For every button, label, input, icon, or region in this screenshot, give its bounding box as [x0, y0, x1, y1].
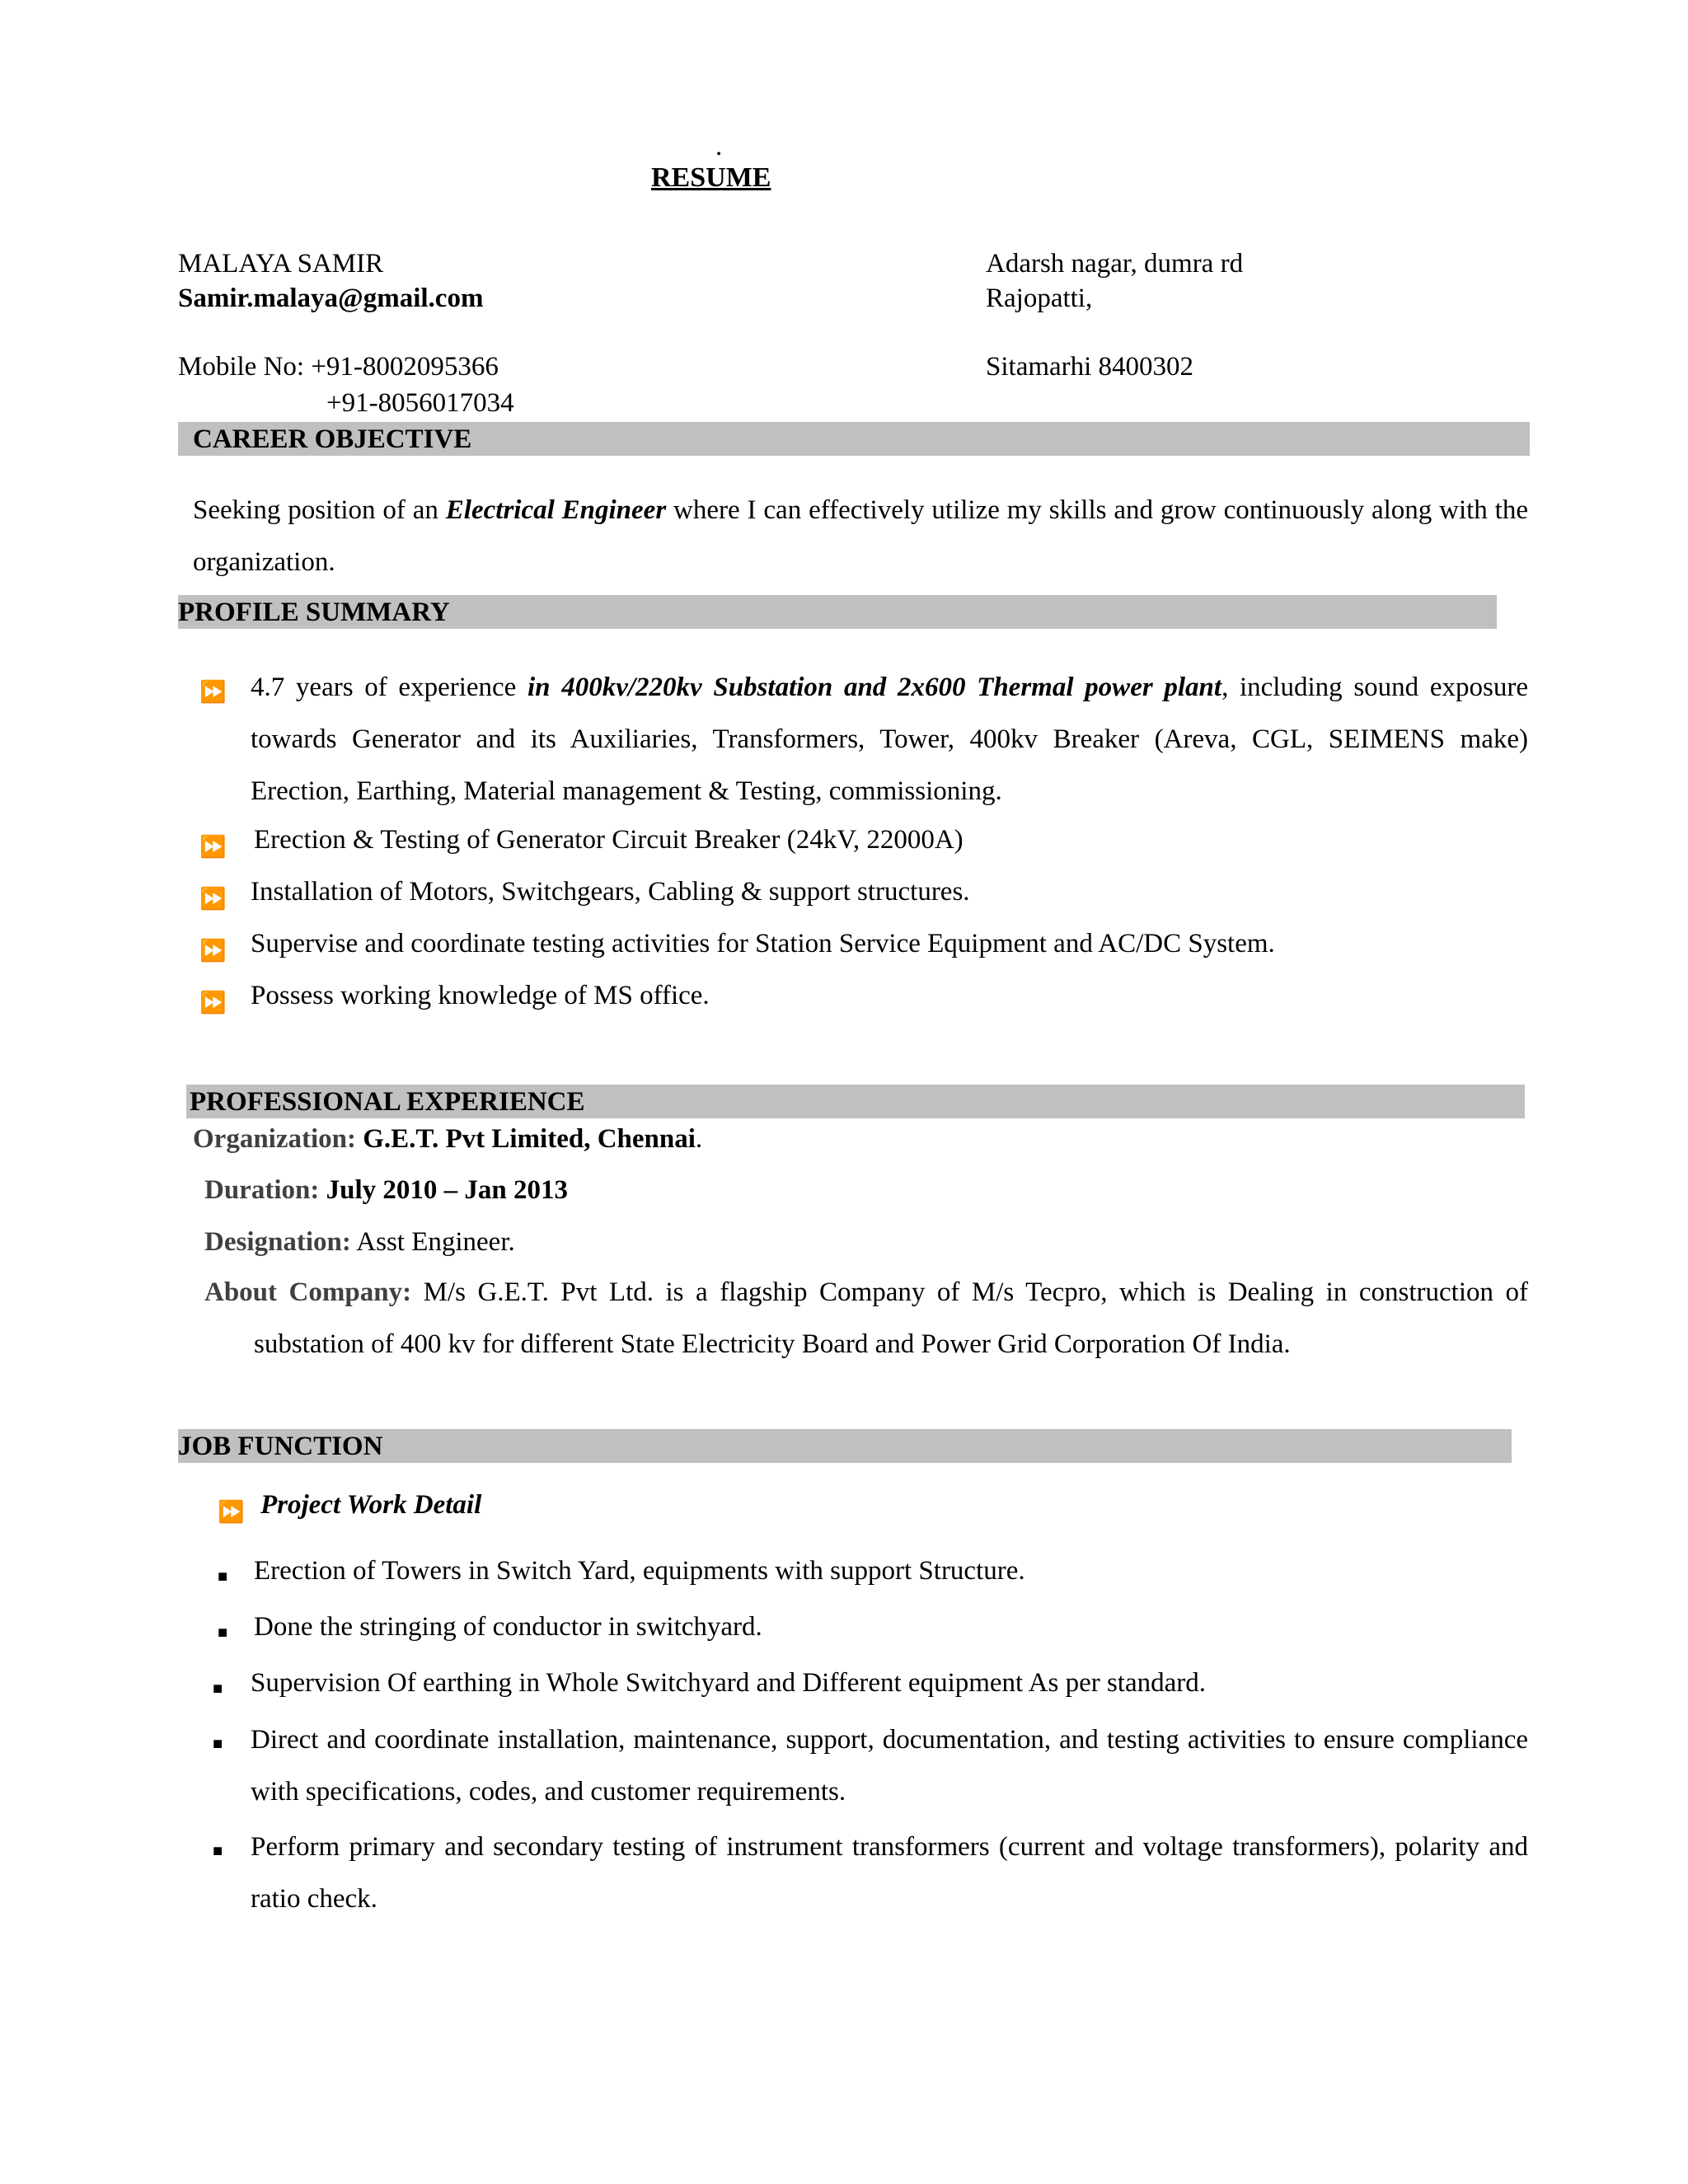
career-objective-bar	[178, 422, 1530, 456]
job-function-heading: JOB FUNCTION	[178, 1432, 383, 1461]
profile-item-2: Erection & Testing of Generator Circuit Breaker (24kV, 22000A)	[254, 825, 964, 855]
profile-item-3: Installation of Motors, Switchgears, Cabling & support structures.	[251, 877, 970, 907]
double-arrow-bullet-icon: ⏩	[199, 991, 227, 1015]
job-item-5: Perform primary and secondary testing of instrument transformers (current and voltage transformers), polarity and ratio check.	[251, 1832, 1528, 1914]
address-line-2: Rajopatti,	[986, 284, 1093, 313]
square-bullet-icon: ■	[213, 1680, 223, 1698]
double-arrow-bullet-icon: ⏩	[199, 939, 227, 963]
duration-line: Duration: July 2010 – Jan 2013	[204, 1175, 568, 1205]
double-arrow-bullet-icon: ⏩	[218, 1500, 245, 1524]
header-dot: .	[715, 132, 723, 162]
page-title: RESUME	[651, 162, 771, 193]
square-bullet-icon: ■	[218, 1624, 228, 1642]
profile-item-1: 4.7 years of experience in 400kv/220kv Substation and 2x600 Thermal power plant, including sound exposure towards Generator and its Auxiliaries, Transformers, Tower, 400kv Breaker (Areva, CGL, SEIMENS make) Erection, Earthing, Material management & Testing, commissioning.	[251, 673, 1528, 806]
profile-item-5: Possess working knowledge of MS office.	[251, 981, 710, 1010]
mobile-number-alt: +91-8056017034	[326, 388, 514, 418]
career-objective-heading: CAREER OBJECTIVE	[193, 424, 472, 454]
designation-line: Designation: Asst Engineer.	[204, 1227, 515, 1257]
job-item-3: Supervision Of earthing in Whole Switchyard and Different equipment As per standard.	[251, 1668, 1207, 1698]
address-line-1: Adarsh nagar, dumra rd	[986, 249, 1244, 279]
profile-summary-bar	[178, 595, 1497, 629]
mobile-number: Mobile No: +91-8002095366	[178, 352, 499, 382]
double-arrow-bullet-icon: ⏩	[199, 887, 227, 911]
profile-item-4: Supervise and coordinate testing activities for Station Service Equipment and AC/DC System.	[251, 929, 1275, 958]
profile-summary-heading: PROFILE SUMMARY	[178, 598, 450, 627]
email: Samir.malaya@gmail.com	[178, 284, 484, 313]
about-company-text: About Company: M/s G.E.T. Pvt Ltd. is a flagship Company of M/s Tecpro, which is Dealing in construction of substation of 400 kv for different State Electricity Board and Power Grid Corporation Of India.	[204, 1277, 1528, 1359]
career-objective-text: Seeking position of an Electrical Engineer where I can effectively utilize my skills and grow continuously along with the organization.	[193, 495, 1528, 577]
organization-line: Organization: G.E.T. Pvt Limited, Chennai.	[193, 1124, 703, 1154]
job-function-bar	[178, 1429, 1512, 1463]
square-bullet-icon: ■	[213, 1735, 223, 1753]
experience-heading: PROFESSIONAL EXPERIENCE	[190, 1087, 585, 1117]
candidate-name: MALAYA SAMIR	[178, 249, 384, 279]
job-item-2: Done the stringing of conductor in switchyard.	[254, 1612, 762, 1642]
address-line-3: Sitamarhi 8400302	[986, 352, 1194, 382]
job-item-4: Direct and coordinate installation, maintenance, support, documentation, and testing activities to ensure compliance with specifications, codes, and customer requirements.	[251, 1725, 1528, 1807]
double-arrow-bullet-icon: ⏩	[199, 680, 227, 704]
job-item-1: Erection of Towers in Switch Yard, equipments with support Structure.	[254, 1556, 1025, 1586]
double-arrow-bullet-icon: ⏩	[199, 835, 227, 859]
project-work-subheading: Project Work Detail	[260, 1490, 482, 1520]
square-bullet-icon: ■	[218, 1568, 228, 1586]
experience-bar	[186, 1085, 1525, 1118]
square-bullet-icon: ■	[213, 1842, 223, 1860]
